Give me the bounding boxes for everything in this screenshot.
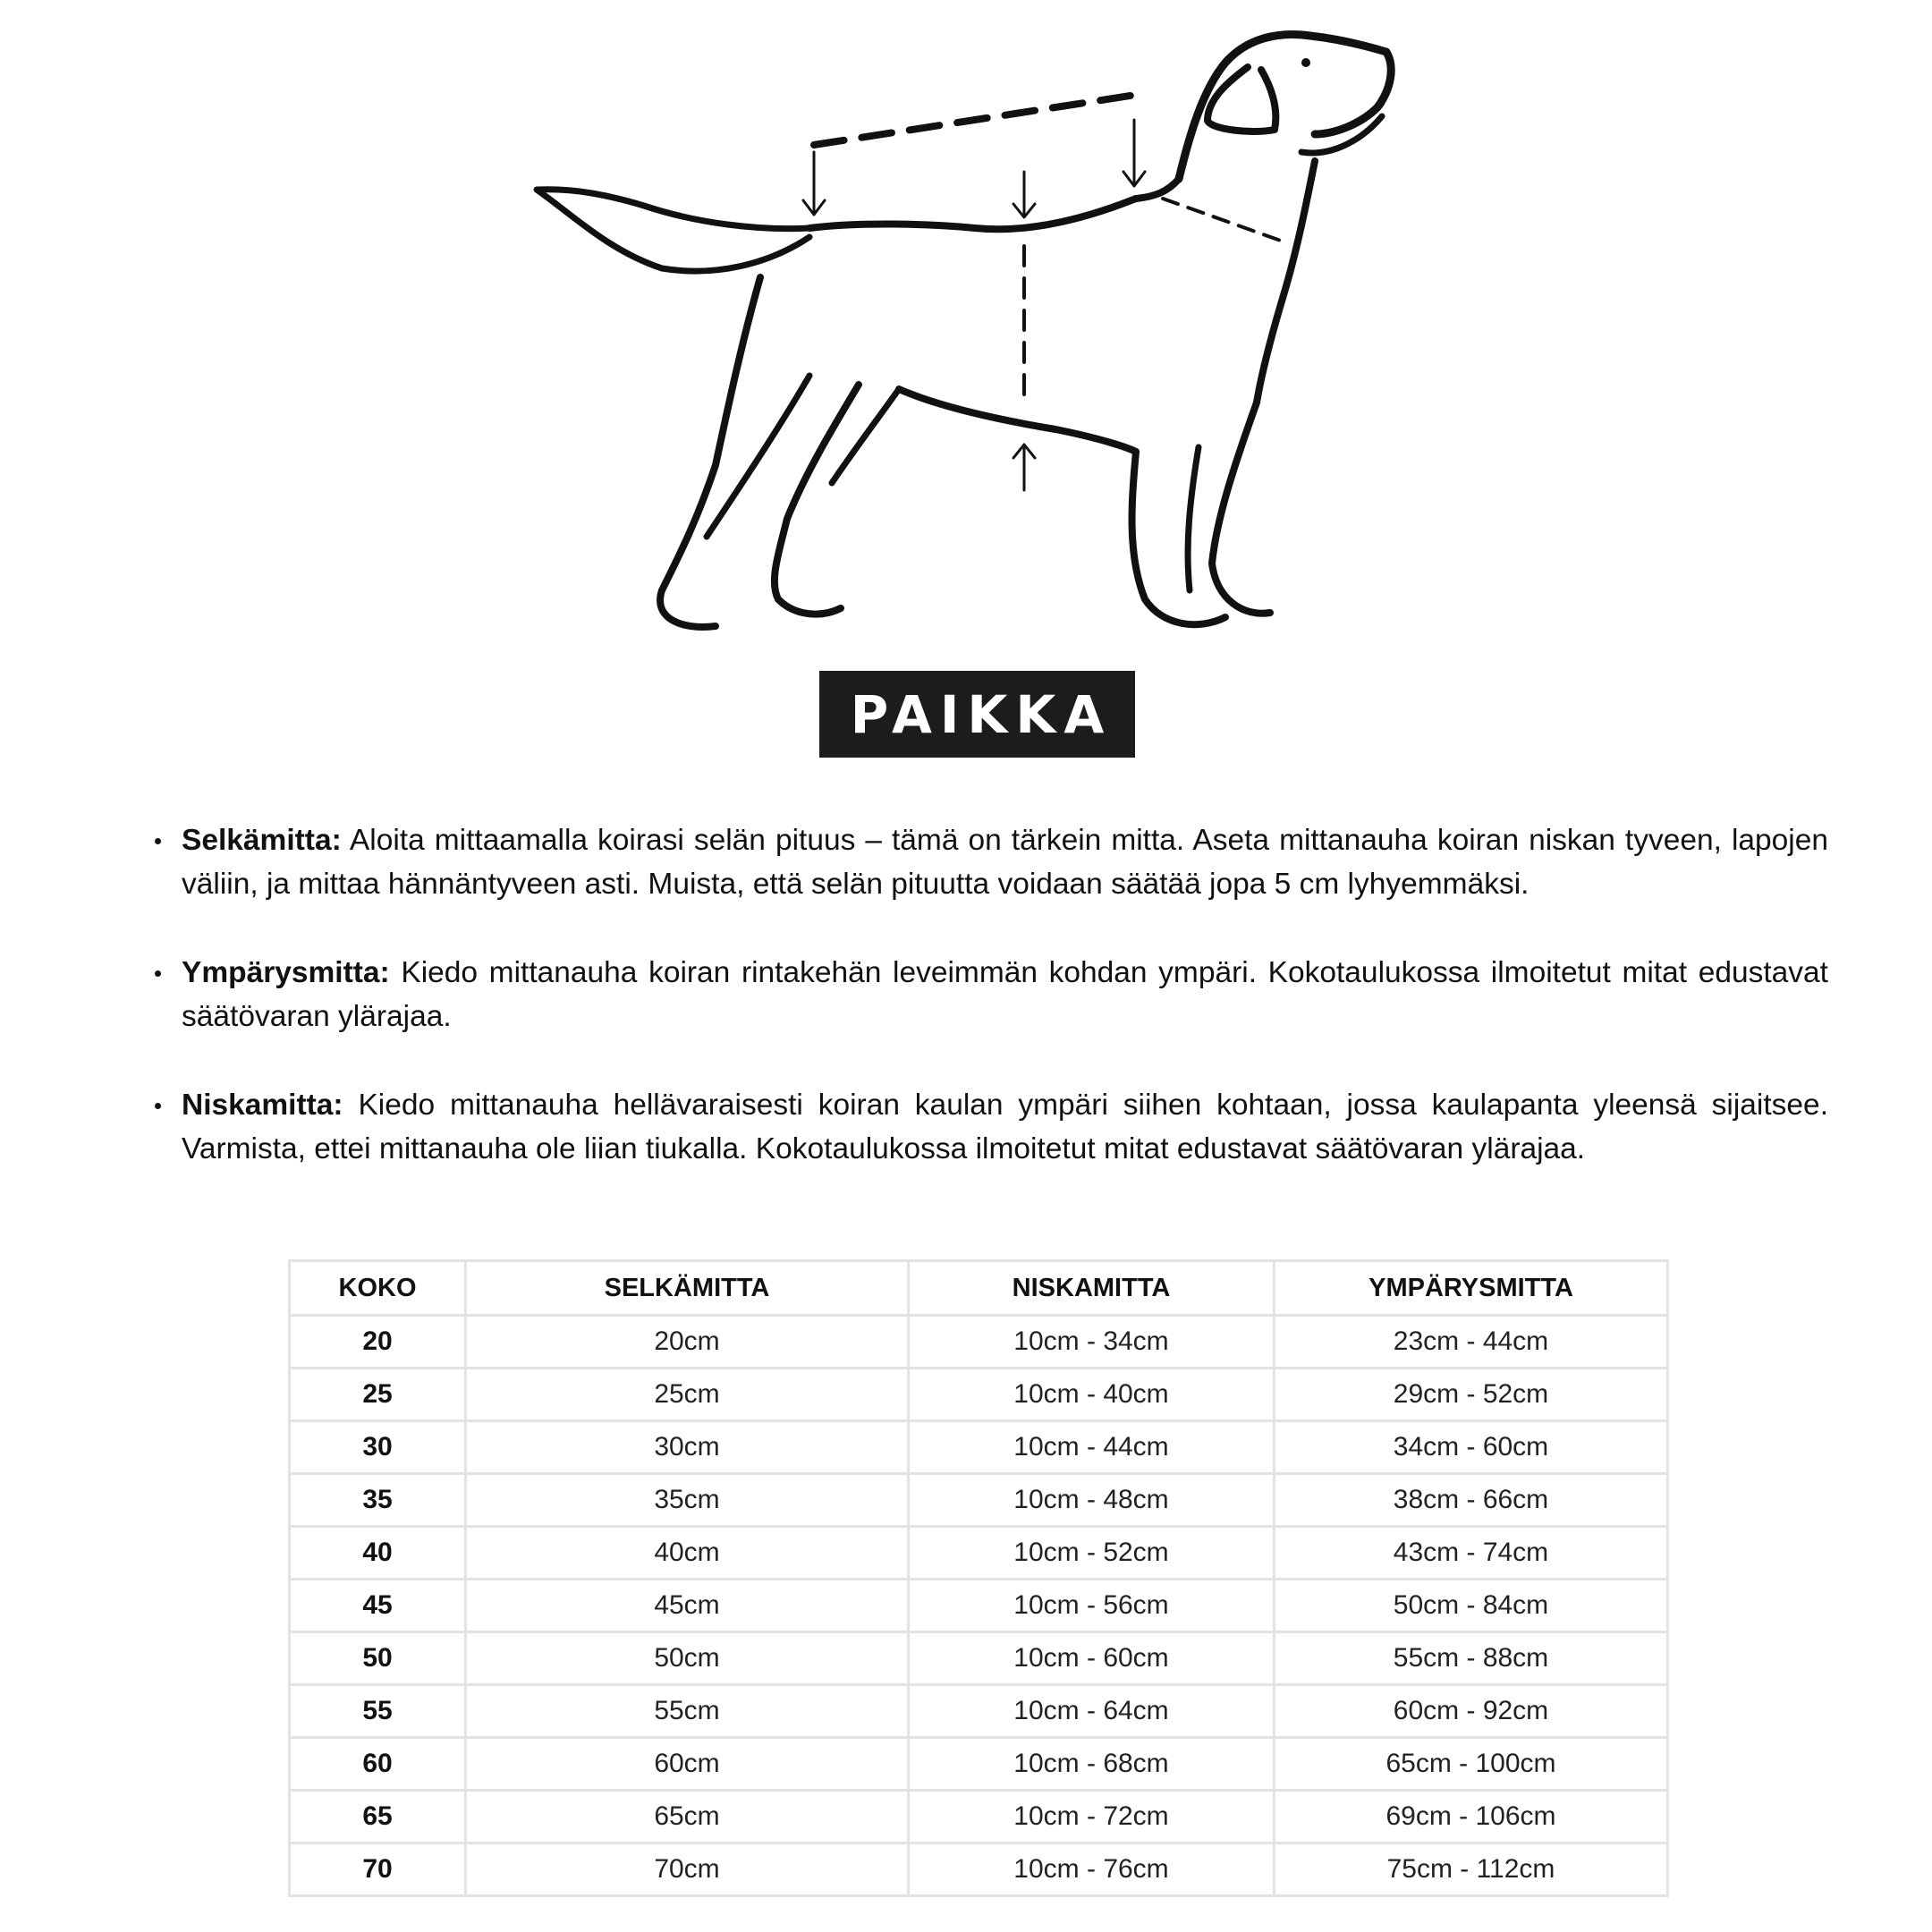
back-end-arrow [1123, 120, 1145, 186]
neck-cell: 10cm - 76cm [909, 1843, 1275, 1896]
table-row [290, 1685, 1668, 1738]
size-cell: 65 [290, 1791, 466, 1843]
back-length-cell: 70cm [466, 1843, 909, 1896]
girth-top-arrow [1013, 172, 1035, 217]
neck-cell: 10cm - 68cm [909, 1738, 1275, 1791]
guide-item-back-length [147, 818, 1828, 906]
size-cell: 55 [290, 1685, 466, 1738]
guide-item-neck [147, 1083, 1828, 1171]
neck-cell: 10cm - 60cm [909, 1632, 1275, 1685]
neck-cell: 10cm - 72cm [909, 1791, 1275, 1843]
guide-term: Ympärysmitta: [182, 956, 390, 989]
size-table [288, 1259, 1669, 1897]
table-row [290, 1421, 1668, 1474]
size-cell: 70 [290, 1843, 466, 1896]
size-cell: 45 [290, 1580, 466, 1632]
neck-cell: 10cm - 52cm [909, 1527, 1275, 1580]
dog-chest-front [1257, 161, 1315, 402]
neck-cell: 10cm - 34cm [909, 1316, 1275, 1368]
back-length-cell: 45cm [466, 1580, 909, 1632]
table-row [290, 1474, 1668, 1527]
girth-bottom-arrow [1013, 445, 1035, 490]
back-length-dashed-line [814, 95, 1136, 145]
back-length-cell: 40cm [466, 1527, 909, 1580]
table-row [290, 1843, 1668, 1896]
dog-neck-back [1136, 179, 1179, 199]
brand-logo-text: PAIKKA [850, 683, 1113, 745]
girth-cell: 55cm - 88cm [1275, 1632, 1668, 1685]
girth-cell: 65cm - 100cm [1275, 1738, 1668, 1791]
dog-belly [899, 389, 1136, 452]
dog-front-leg-inner [1188, 447, 1199, 590]
guide-item-girth [147, 951, 1828, 1038]
size-cell: 30 [290, 1421, 466, 1474]
neck-cell: 10cm - 48cm [909, 1474, 1275, 1527]
guide-term: Niskamitta: [182, 1089, 343, 1122]
back-start-arrow [803, 152, 825, 215]
size-cell: 35 [290, 1474, 466, 1527]
girth-cell: 60cm - 92cm [1275, 1685, 1668, 1738]
size-table-container [288, 1259, 1669, 1897]
header-size: KOKO [290, 1261, 466, 1316]
table-row [290, 1580, 1668, 1632]
brand-logo [819, 671, 1135, 758]
girth-cell: 69cm - 106cm [1275, 1791, 1668, 1843]
guide-text: Kiedo mittanauha koiran rintakehän leveimmän kohdan ympäri. Kokotaulukossa ilmoitetut mitat edustavat säätövaran ylärajaa. [182, 956, 1828, 1033]
girth-cell: 23cm - 44cm [1275, 1316, 1668, 1368]
size-cell: 20 [290, 1316, 466, 1368]
girth-cell: 43cm - 74cm [1275, 1527, 1668, 1580]
guide-term: Selkämitta: [182, 824, 342, 857]
dog-back-line [809, 199, 1136, 229]
back-length-cell: 35cm [466, 1474, 909, 1527]
back-length-cell: 25cm [466, 1368, 909, 1421]
girth-cell: 50cm - 84cm [1275, 1580, 1668, 1632]
table-row [290, 1368, 1668, 1421]
measurement-guide-list [147, 818, 1828, 1216]
back-length-cell: 20cm [466, 1316, 909, 1368]
dog-front-leg-back [1132, 452, 1225, 624]
size-cell: 25 [290, 1368, 466, 1421]
table-row [290, 1791, 1668, 1843]
neck-cell: 10cm - 40cm [909, 1368, 1275, 1421]
header-neck: NISKAMITTA [909, 1261, 1275, 1316]
girth-cell: 75cm - 112cm [1275, 1843, 1668, 1896]
neck-cell: 10cm - 56cm [909, 1580, 1275, 1632]
dog-hind-thigh [707, 376, 899, 537]
back-length-cell: 65cm [466, 1791, 909, 1843]
dog-hind-leg-back [660, 277, 760, 627]
guide-text: Aloita mittaamalla koirasi selän pituus – tämä on tärkein mitta. Aseta mittanauha koiran niskan tyveen, lapojen väliin, ja mittaa hännäntyveen asti. Muista, että selän pituutta voidaan säätää jopa 5 cm lyhyemmäksi. [182, 824, 1828, 901]
back-length-cell: 30cm [466, 1421, 909, 1474]
table-row [290, 1738, 1668, 1791]
dog-eye [1301, 58, 1310, 67]
girth-cell: 38cm - 66cm [1275, 1474, 1668, 1527]
guide-text: Kiedo mittanauha hellävaraisesti koiran kaulan ympäri siihen kohtaan, jossa kaulapanta yleensä sijaitsee. Varmista, ettei mittanauha ole liian tiukalla. Kokotaulukossa ilmoitetut mitat edustavat säätövaran ylärajaa. [182, 1089, 1828, 1165]
back-length-cell: 50cm [466, 1632, 909, 1685]
table-row [290, 1316, 1668, 1368]
size-cell: 40 [290, 1527, 466, 1580]
dog-tail [537, 190, 809, 271]
size-cell: 60 [290, 1738, 466, 1791]
back-length-cell: 60cm [466, 1738, 909, 1791]
neck-cell: 10cm - 44cm [909, 1421, 1275, 1474]
neck-dashed-line [1163, 199, 1288, 243]
header-girth: YMPÄRYSMITTA [1275, 1261, 1668, 1316]
header-back-length: SELKÄMITTA [466, 1261, 909, 1316]
back-length-cell: 55cm [466, 1685, 909, 1738]
girth-cell: 34cm - 60cm [1275, 1421, 1668, 1474]
size-cell: 50 [290, 1632, 466, 1685]
table-row [290, 1527, 1668, 1580]
table-row [290, 1632, 1668, 1685]
dog-measurement-illustration [0, 0, 1932, 662]
dog-hind-leg-front [775, 385, 859, 614]
neck-cell: 10cm - 64cm [909, 1685, 1275, 1738]
girth-cell: 29cm - 52cm [1275, 1368, 1668, 1421]
dog-front-leg-front [1212, 402, 1270, 614]
table-header-row [290, 1261, 1668, 1316]
